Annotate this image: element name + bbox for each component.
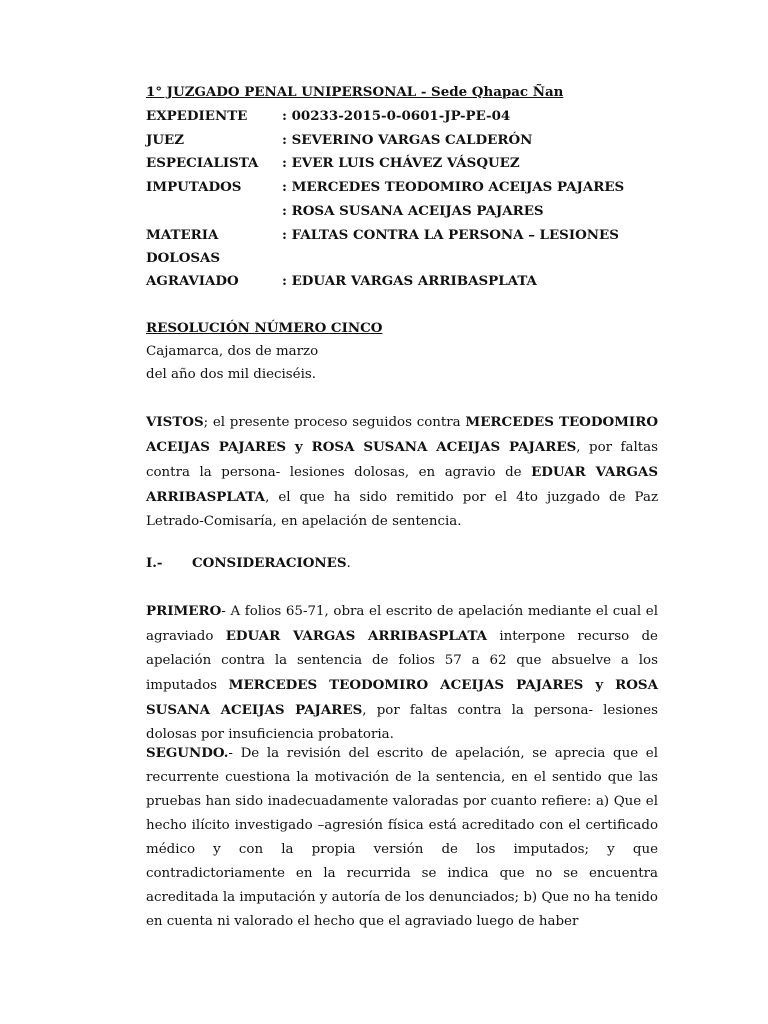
field-label: AGRAVIADO bbox=[146, 273, 239, 289]
primero-paragraph bbox=[146, 599, 658, 747]
field-materia bbox=[146, 227, 619, 243]
field-value: : EDUAR VARGAS ARRIBASPLATA bbox=[282, 273, 537, 289]
vistos-paragraph bbox=[146, 410, 658, 534]
section-suffix: . bbox=[346, 556, 351, 571]
field-label: EXPEDIENTE bbox=[146, 108, 248, 124]
vistos-agraviado: EDUAR VARGAS ARRIBASPLATA bbox=[146, 464, 658, 505]
field-label: MATERIA bbox=[146, 227, 219, 243]
field-label: IMPUTADOS bbox=[146, 179, 242, 195]
place-date-line-2: del año dos mil dieciséis. bbox=[146, 367, 317, 382]
field-imputados-2 bbox=[146, 203, 544, 219]
field-juez bbox=[146, 132, 532, 148]
field-value: : ROSA SUSANA ACEIJAS PAJARES bbox=[282, 203, 544, 219]
primero-text: , por faltas contra la persona- lesiones dolosas por insuficiencia probatoria. bbox=[146, 703, 658, 742]
field-value: : FALTAS CONTRA LA PERSONA – LESIONES bbox=[282, 227, 619, 243]
section-number: I.- bbox=[146, 555, 163, 571]
vistos-label: VISTOS bbox=[146, 414, 204, 430]
field-imputados bbox=[146, 179, 624, 195]
vistos-text: ; el presente proceso seguidos contra bbox=[203, 415, 466, 430]
field-value: : MERCEDES TEODOMIRO ACEIJAS PAJARES bbox=[282, 179, 625, 195]
field-label: ESPECIALISTA bbox=[146, 155, 259, 171]
primero-text: - A folios 65-71, obra el escrito de apelación mediante el cual el agraviado bbox=[146, 604, 658, 644]
primero-agraviado: EDUAR VARGAS ARRIBASPLATA bbox=[225, 628, 488, 644]
vistos-text: , por faltas contra la persona- lesiones dolosas, en agravio de bbox=[146, 440, 659, 480]
field-value: : EVER LUIS CHÁVEZ VÁSQUEZ bbox=[282, 155, 520, 171]
vistos-text: , el que ha sido remitido por el 4to juzgado de Paz Letrado-Comisaría, en apelación de sentencia. bbox=[146, 490, 658, 529]
primero-imputados: MERCEDES TEODOMIRO ACEIJAS PAJARES y ROSA SUSANA ACEIJAS PAJARES bbox=[146, 677, 658, 718]
segundo-text: - De la revisión del escrito de apelación, se aprecia que el recurrente cuestiona la motivación de la sentencia, en el sentido que las pruebas han sido inadecuadamente valoradas por cuanto refiere: a) Que el hecho ilícito investigado –agresión física está acreditado con el certificado médico y con la propia versión de los imputados; y que contradictoriamente en la recurrida se indica que no se encuentra acreditada la imputación y autoría de los denunciados; b) Que no ha tenido en cuenta ni valorado el hecho que el agraviado luego de haber bbox=[146, 746, 658, 929]
field-especialista bbox=[146, 155, 520, 171]
field-materia-cont bbox=[146, 250, 282, 266]
section-title: CONSIDERACIONES bbox=[192, 555, 347, 571]
resolution-title: RESOLUCIÓN NÚMERO CINCO bbox=[146, 320, 383, 336]
field-value: : 00233-2015-0-0601-JP-PE-04 bbox=[282, 108, 511, 124]
field-agraviado bbox=[146, 273, 537, 289]
field-label: DOLOSAS bbox=[146, 250, 221, 266]
section-heading bbox=[146, 555, 351, 571]
vistos-imputados: MERCEDES TEODOMIRO ACEIJAS PAJARES y ROSA SUSANA ACEIJAS PAJARES bbox=[146, 414, 658, 455]
segundo-label: SEGUNDO. bbox=[146, 745, 229, 761]
place-date-line-1: Cajamarca, dos de marzo bbox=[146, 344, 319, 359]
court-title: 1° JUZGADO PENAL UNIPERSONAL - Sede Qhapac Ñan bbox=[146, 84, 564, 100]
primero-label: PRIMERO bbox=[146, 603, 222, 619]
primero-text: interpone recurso de apelación contra la sentencia de folios 57 a 62 que absuelve a los imputados bbox=[146, 629, 658, 693]
field-expediente bbox=[146, 108, 510, 124]
field-label: JUEZ bbox=[146, 132, 184, 148]
field-value: : SEVERINO VARGAS CALDERÓN bbox=[282, 132, 533, 148]
segundo-paragraph bbox=[146, 741, 658, 934]
